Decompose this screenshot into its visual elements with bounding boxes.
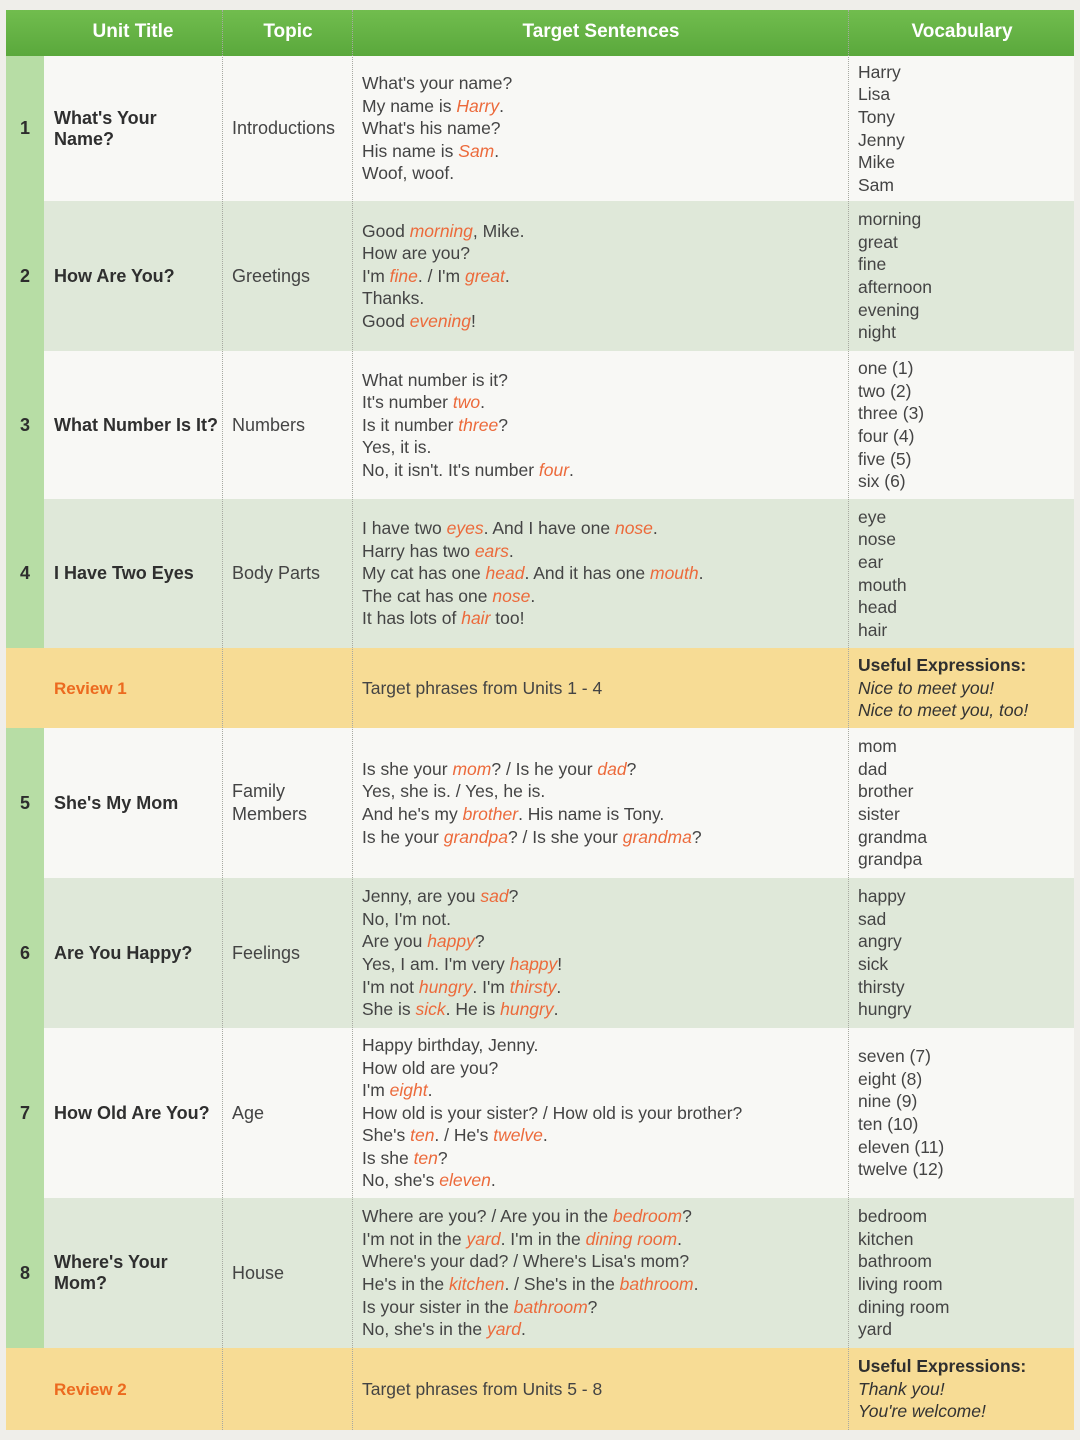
sentence-text: How old are you?: [362, 1057, 499, 1078]
sentence-line: [362, 540, 846, 563]
sentence-text: Good: [362, 310, 410, 331]
unit-number: 1: [19, 118, 30, 138]
vocabulary-item: Mike: [858, 152, 895, 173]
sentence-text: ?: [498, 414, 508, 435]
highlighted-word: mouth: [650, 563, 699, 584]
sentence-text: No, it isn't. It's number: [362, 459, 539, 480]
sentence-text: Yes, it is.: [362, 437, 432, 458]
unit-number: 7: [19, 1102, 30, 1123]
sentence-text: Good: [362, 220, 410, 241]
sentence-line: [362, 976, 846, 999]
vocabulary-item: night: [858, 322, 896, 343]
vocabulary-item: grandpa: [858, 849, 923, 870]
sentence-line: [362, 310, 846, 333]
unit-topic: Feelings: [232, 942, 301, 963]
sentence-text: .: [530, 585, 536, 606]
vocabulary-item: Sam: [858, 174, 894, 195]
vocabulary-item: one (1): [858, 358, 914, 379]
sentence-line: [362, 517, 846, 540]
vocabulary-item: Jenny: [858, 129, 905, 150]
vocabulary-item: head: [858, 597, 897, 618]
highlighted-word: grandma: [622, 826, 692, 847]
highlighted-word: fine: [389, 265, 418, 286]
vocabulary-item: sister: [858, 804, 900, 824]
sentence-line: [362, 1147, 846, 1170]
table-header: [6, 10, 1074, 56]
vocabulary-item: Harry: [858, 61, 901, 82]
highlighted-word: bathroom: [513, 1296, 588, 1317]
sentence-text: .: [652, 518, 658, 539]
vocabulary-item: eight (8): [858, 1068, 923, 1089]
vocabulary-item: dining room: [858, 1296, 950, 1317]
sentence-text: What's your name?: [362, 73, 513, 94]
vocabulary-item: nose: [858, 529, 896, 550]
vocabulary-item: thirsty: [858, 976, 905, 997]
highlighted-word: grandpa: [443, 826, 508, 847]
sentence-text: too!: [490, 608, 525, 629]
highlighted-word: thirsty: [509, 976, 557, 997]
highlighted-word: eleven: [439, 1170, 491, 1191]
highlighted-word: four: [538, 459, 570, 480]
highlighted-word: morning: [409, 220, 473, 241]
sentence-line: [362, 1250, 846, 1273]
sentence-text: . His name is Tony.: [518, 804, 665, 824]
target-sentences: [362, 648, 846, 728]
sentence-line: [362, 414, 846, 437]
sentence-text: Where's your dad? / Where's Lisa's mom?: [362, 1251, 690, 1272]
highlighted-word: ten: [413, 1147, 438, 1168]
sentence-line: [362, 265, 846, 288]
unit-row: [6, 728, 1074, 878]
useful-expressions: [858, 648, 1070, 728]
useful-expression: Thank you!: [858, 1378, 945, 1399]
sentence-text: Woof, woof.: [362, 163, 455, 184]
unit-title: She's My Mom: [54, 792, 179, 813]
unit-number: [6, 648, 44, 728]
unit-title: How Old Are You?: [54, 1102, 210, 1123]
sentence-text: My name is: [362, 95, 457, 116]
useful-expressions-heading: Useful Expressions:: [858, 1356, 1027, 1377]
highlighted-word: mom: [452, 758, 492, 779]
sentence-text: .: [569, 459, 574, 480]
useful-expression: Nice to meet you!: [858, 677, 995, 698]
sentence-line: [362, 780, 846, 803]
sentence-text: His name is: [362, 140, 459, 161]
highlighted-word: sad: [480, 886, 509, 907]
unit-row: [6, 878, 1074, 1028]
sentence-line: [362, 1102, 846, 1125]
sentence-text: .: [499, 95, 504, 116]
sentence-text: What number is it?: [362, 369, 508, 390]
column-divider: [222, 10, 223, 1430]
highlighted-word: sick: [415, 999, 446, 1020]
column-divider: [352, 10, 353, 1430]
vocabulary-item: ear: [858, 551, 884, 572]
sentence-text: .: [508, 540, 514, 561]
unit-title: What Number Is It?: [54, 414, 219, 435]
vocabulary-item: mom: [858, 736, 897, 757]
sentence-text: .: [494, 140, 500, 161]
sentence-line: [362, 803, 846, 826]
vocabulary-list: [858, 56, 1070, 201]
review-title: Review 1: [54, 678, 127, 698]
sentence-text: Thanks.: [362, 288, 425, 309]
column-divider: [848, 10, 849, 1430]
sentence-line: [362, 562, 846, 585]
sentence-text: ?: [691, 826, 702, 847]
highlighted-word: great: [464, 265, 505, 286]
sentence-text: I have two: [362, 518, 447, 539]
vocabulary-item: great: [858, 231, 898, 252]
highlighted-word: bedroom: [612, 1206, 683, 1227]
sentence-text: .: [542, 1125, 548, 1146]
vocabulary-item: angry: [858, 931, 902, 952]
sentence-text: .: [693, 1274, 699, 1294]
sentence-line: [362, 1034, 846, 1057]
vocabulary-item: Tony: [858, 106, 895, 127]
unit-number: 6: [19, 942, 30, 963]
target-sentences: [362, 1198, 846, 1348]
sentence-line: [362, 117, 846, 140]
highlighted-word: brother: [462, 804, 519, 824]
sentence-line: [362, 998, 846, 1021]
sentence-text: . And I have one: [483, 518, 615, 539]
sentence-line: [362, 1318, 846, 1341]
highlighted-word: eyes: [446, 518, 484, 539]
unit-row: [6, 201, 1074, 351]
vocabulary-item: evening: [858, 299, 920, 320]
sentence-text: How are you?: [362, 243, 470, 264]
sentence-text: . And it has one: [524, 563, 650, 584]
sentence-line: [362, 391, 846, 414]
header-topic: Topic: [263, 21, 313, 42]
sentence-text: !: [471, 310, 476, 331]
target-sentences: [362, 499, 846, 648]
sentence-text: Is it number: [362, 414, 459, 435]
sentence-text: .: [480, 392, 485, 413]
unit-topic: [232, 648, 350, 728]
target-sentences: [362, 1348, 846, 1430]
sentence-text: Yes, she is. / Yes, he is.: [362, 781, 546, 802]
sentence-text: .: [553, 999, 559, 1020]
sentence-text: She is: [362, 999, 416, 1020]
sentence-line: [362, 162, 846, 185]
vocabulary-item: bathroom: [858, 1251, 932, 1272]
vocabulary-item: living room: [858, 1274, 943, 1294]
highlighted-word: yard: [466, 1228, 501, 1249]
review-title: Review 2: [54, 1379, 127, 1399]
sentence-text: ?: [682, 1206, 692, 1227]
unit-row: [6, 1198, 1074, 1348]
sentence-text: .: [490, 1170, 496, 1191]
unit-number: [6, 1348, 44, 1430]
sentence-text: ? / Is she your: [507, 826, 623, 847]
highlighted-word: Harry: [456, 95, 500, 116]
vocabulary-item: six (6): [858, 471, 906, 492]
sentence-text: .: [556, 976, 562, 997]
sentence-line: [362, 369, 846, 392]
highlighted-word: ten: [410, 1125, 435, 1146]
sentence-text: I'm not in the: [362, 1228, 467, 1249]
unit-topic: Numbers: [232, 414, 306, 435]
sentence-text: . / She's in the: [504, 1274, 620, 1294]
sentence-text: ?: [474, 931, 485, 952]
highlighted-word: three: [458, 414, 499, 435]
unit-title: I Have Two Eyes: [54, 563, 194, 583]
header-vocabulary: Vocabulary: [911, 21, 1013, 42]
sentence-line: [362, 585, 846, 608]
vocabulary-item: hair: [858, 619, 888, 640]
highlighted-word: hungry: [500, 999, 554, 1020]
vocabulary-item: hungry: [858, 999, 912, 1020]
sentence-text: ?: [626, 758, 637, 779]
useful-expression: Nice to meet you, too!: [858, 700, 1029, 721]
sentence-text: I'm not: [362, 976, 419, 997]
sentence-text: Target phrases from Units 1 - 4: [362, 677, 603, 698]
vocabulary-item: sad: [858, 908, 887, 929]
sentence-line: [362, 220, 846, 243]
curriculum-table: [6, 10, 1074, 1430]
highlighted-word: Sam: [458, 140, 495, 161]
highlighted-word: bathroom: [619, 1274, 694, 1294]
sentence-line: [362, 72, 846, 95]
sentence-text: . I'm: [472, 976, 510, 997]
sentence-text: .: [520, 1319, 526, 1340]
sentence-text: ? / Is he your: [491, 758, 598, 779]
sentence-line: [362, 436, 846, 459]
vocabulary-item: eleven (11): [858, 1136, 945, 1157]
highlighted-word: ears: [474, 540, 509, 561]
sentence-line: [362, 1205, 846, 1228]
vocabulary-item: three (3): [858, 403, 925, 424]
vocabulary-item: twelve (12): [858, 1159, 944, 1180]
highlighted-word: evening: [409, 310, 471, 331]
unit-topic: Greetings: [232, 265, 311, 286]
unit-number: 3: [19, 414, 30, 435]
target-sentences: [362, 1028, 846, 1198]
sentence-text: .: [427, 1080, 433, 1101]
review-row: [6, 1348, 1074, 1430]
sentence-text: I'm: [362, 265, 390, 286]
vocabulary-list: [858, 499, 1070, 648]
vocabulary-list: [858, 1198, 1070, 1348]
highlighted-word: head: [485, 563, 525, 584]
target-sentences: [362, 878, 846, 1028]
sentence-line: [362, 1079, 846, 1102]
sentence-line: [362, 1228, 846, 1251]
sentence-text: Is your sister in the: [362, 1296, 514, 1317]
vocabulary-item: five (5): [858, 448, 912, 469]
unit-topic: House: [232, 1262, 285, 1283]
sentence-text: Target phrases from Units 5 - 8: [362, 1378, 603, 1399]
sentence-text: No, I'm not.: [362, 908, 451, 929]
sentence-line: [362, 1124, 846, 1147]
vocabulary-item: seven (7): [858, 1046, 931, 1067]
sentence-text: She's: [362, 1125, 411, 1146]
target-sentences: [362, 201, 846, 351]
vocabulary-list: [858, 351, 1070, 499]
sentence-text: . I'm in the: [500, 1228, 586, 1249]
sentence-line: [362, 953, 846, 976]
unit-number: 5: [19, 792, 30, 813]
sentence-text: Yes, I am. I'm very: [362, 954, 510, 974]
sentence-text: Happy birthday, Jenny.: [362, 1034, 539, 1055]
sentence-text: Is she your: [362, 758, 453, 779]
sentence-text: .: [677, 1228, 682, 1249]
vocabulary-item: sick: [858, 954, 889, 974]
sentence-line: [362, 459, 846, 482]
unit-row: [6, 56, 1074, 201]
highlighted-word: happy: [427, 931, 475, 952]
vocabulary-list: [858, 1028, 1070, 1198]
unit-topic: Family Members: [232, 781, 308, 824]
vocabulary-item: happy: [858, 886, 906, 907]
highlighted-word: happy: [509, 954, 558, 974]
unit-title: How Are You?: [54, 265, 175, 286]
highlighted-word: two: [452, 392, 481, 413]
highlighted-word: nose: [492, 585, 531, 606]
sentence-line: [362, 1169, 846, 1192]
unit-topic: Age: [232, 1102, 265, 1123]
sentence-line: [362, 287, 846, 310]
sentence-line: [362, 607, 846, 630]
vocabulary-item: dad: [858, 758, 888, 779]
vocabulary-item: four (4): [858, 426, 915, 446]
sentence-line: [362, 677, 846, 700]
sentence-text: . / He's: [434, 1125, 494, 1146]
unit-row: [6, 351, 1074, 499]
sentence-line: [362, 885, 846, 908]
sentence-line: [362, 758, 846, 781]
sentence-line: [362, 95, 846, 118]
sentence-text: ?: [508, 886, 519, 907]
sentence-text: ?: [437, 1147, 448, 1168]
sentence-line: [362, 1057, 846, 1080]
useful-expression: You're welcome!: [858, 1401, 986, 1422]
review-row: [6, 648, 1074, 728]
vocabulary-item: fine: [858, 254, 887, 275]
target-sentences: [362, 728, 846, 878]
highlighted-word: dining room: [585, 1228, 678, 1249]
sentence-text: Where are you? / Are you in the: [362, 1206, 613, 1227]
vocabulary-item: afternoon: [858, 277, 932, 297]
highlighted-word: hungry: [418, 976, 473, 997]
unit-number: 4: [19, 563, 30, 583]
sentence-line: [362, 140, 846, 163]
unit-title: Where's Your Mom?: [54, 1252, 168, 1293]
vocabulary-item: grandma: [858, 826, 928, 847]
vocabulary-item: nine (9): [858, 1091, 918, 1112]
sentence-line: [362, 908, 846, 931]
sentence-text: He's in the: [362, 1274, 449, 1294]
sentence-text: The cat has one: [362, 585, 493, 606]
useful-expressions-heading: Useful Expressions:: [858, 655, 1027, 676]
sentence-text: I'm: [362, 1080, 390, 1101]
highlighted-word: hair: [461, 608, 491, 629]
highlighted-word: yard: [486, 1319, 521, 1340]
header-unit-title: Unit Title: [92, 21, 174, 42]
sentence-text: Are you: [362, 931, 428, 952]
vocabulary-item: yard: [858, 1319, 893, 1340]
vocabulary-item: bedroom: [858, 1206, 928, 1227]
sentence-text: .: [504, 265, 510, 286]
sentence-text: ?: [587, 1296, 598, 1317]
vocabulary-item: two (2): [858, 380, 912, 401]
useful-expressions: [858, 1348, 1070, 1430]
sentence-text: Harry has two: [362, 540, 475, 561]
sentence-text: , Mike.: [472, 220, 525, 241]
unit-number: 2: [19, 265, 30, 286]
sentence-line: [362, 826, 846, 849]
unit-title: Are You Happy?: [54, 942, 193, 963]
target-sentences: [362, 351, 846, 499]
highlighted-word: nose: [614, 518, 653, 539]
vocabulary-item: brother: [858, 781, 914, 802]
sentence-text: Is he your: [362, 826, 444, 847]
vocabulary-list: [858, 878, 1070, 1028]
sentence-text: Jenny, are you: [362, 886, 481, 907]
sentence-line: [362, 1273, 846, 1296]
vocabulary-item: morning: [858, 209, 922, 230]
highlighted-word: dad: [597, 758, 627, 779]
highlighted-word: twelve: [493, 1125, 543, 1146]
sentence-line: [362, 1296, 846, 1319]
highlighted-word: eight: [389, 1080, 428, 1101]
sentence-line: [362, 1378, 846, 1401]
vocabulary-list: [858, 201, 1070, 351]
unit-topic: [232, 1348, 350, 1430]
vocabulary-item: mouth: [858, 574, 907, 595]
header-target-sentences: Target Sentences: [522, 21, 680, 42]
sentence-line: [362, 242, 846, 265]
sentence-text: It's number: [362, 392, 453, 413]
unit-title: What's Your Name?: [54, 107, 157, 149]
sentence-text: What's his name?: [362, 118, 501, 139]
vocabulary-list: [858, 728, 1070, 878]
sentence-text: . He is: [445, 999, 501, 1020]
unit-row: [6, 1028, 1074, 1198]
vocabulary-item: eye: [858, 506, 887, 527]
sentence-text: And he's my: [362, 804, 463, 824]
sentence-text: No, she's: [362, 1170, 440, 1191]
sentence-text: !: [557, 954, 563, 974]
unit-topic: Introductions: [232, 118, 336, 138]
vocabulary-item: ten (10): [858, 1114, 919, 1134]
sentence-text: . / I'm: [417, 265, 465, 286]
vocabulary-item: Lisa: [858, 84, 891, 105]
sentence-text: .: [698, 563, 704, 584]
sentence-text: My cat has one: [362, 563, 486, 584]
target-sentences: [362, 56, 846, 201]
vocabulary-item: kitchen: [858, 1228, 914, 1249]
unit-number: 8: [19, 1262, 30, 1283]
sentence-text: It has lots of: [362, 608, 462, 629]
unit-topic: Body Parts: [232, 563, 321, 583]
sentence-text: No, she's in the: [362, 1319, 487, 1340]
sentence-line: [362, 930, 846, 953]
unit-row: [6, 499, 1074, 648]
sentence-text: How old is your sister? / How old is your brother?: [362, 1102, 743, 1123]
highlighted-word: kitchen: [449, 1274, 505, 1294]
sentence-text: Is she: [362, 1147, 414, 1168]
